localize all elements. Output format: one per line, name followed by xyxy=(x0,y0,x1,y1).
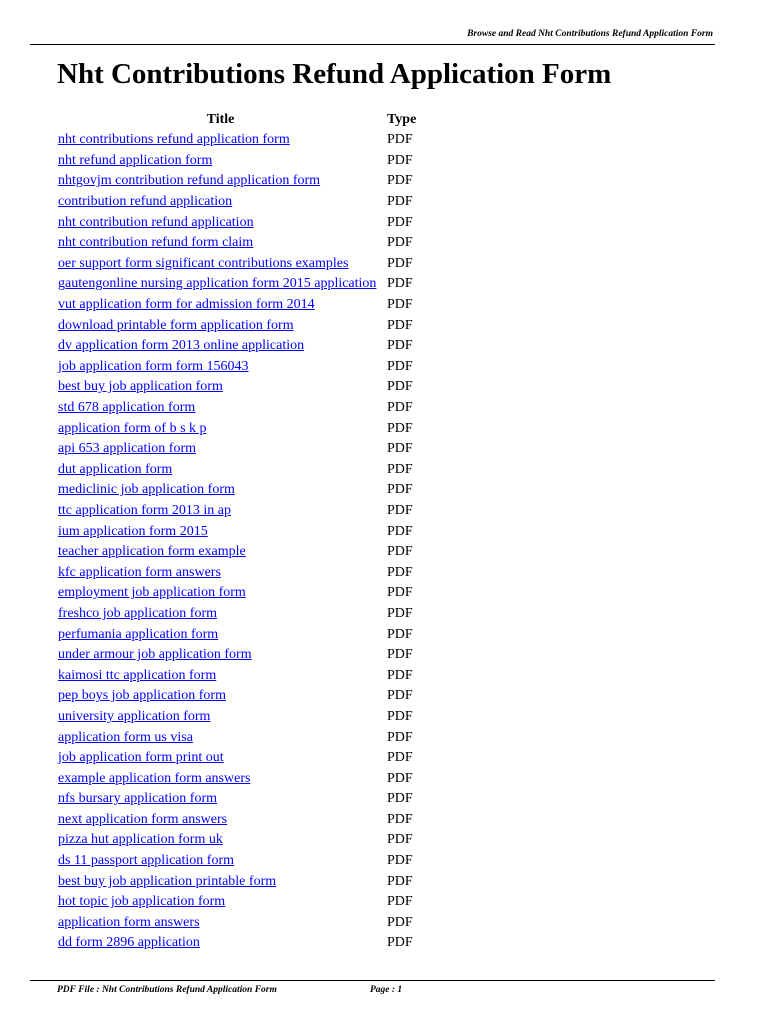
file-type-label: PDF xyxy=(387,750,413,766)
document-link[interactable]: nfs bursary application form xyxy=(58,791,218,807)
row-title-cell xyxy=(57,418,384,439)
row-title-cell xyxy=(57,562,384,583)
document-link[interactable]: dd form 2896 application xyxy=(58,935,200,951)
table-row xyxy=(57,562,416,583)
file-type-label: PDF xyxy=(387,338,413,354)
table-row xyxy=(57,274,416,295)
document-link[interactable]: best buy job application printable form xyxy=(58,873,277,889)
table-row xyxy=(57,192,416,213)
row-title-cell xyxy=(57,151,384,172)
file-type-label: PDF xyxy=(387,770,413,786)
document-link[interactable]: contribution refund application xyxy=(58,194,233,210)
file-type-label: PDF xyxy=(387,832,413,848)
file-type-label: PDF xyxy=(387,132,413,148)
file-type-label: PDF xyxy=(387,667,413,683)
file-type-label: PDF xyxy=(387,647,413,663)
file-type-label: PDF xyxy=(387,605,413,621)
document-link[interactable]: ttc application form 2013 in ap xyxy=(58,502,232,518)
document-link[interactable]: pizza hut application form uk xyxy=(58,832,223,848)
table-row xyxy=(57,336,416,357)
document-link[interactable]: freshco job application form xyxy=(58,605,218,621)
file-type-label: PDF xyxy=(387,297,413,313)
row-title-cell xyxy=(57,686,384,707)
row-title-cell xyxy=(57,768,384,789)
document-link[interactable]: job application form form 156043 xyxy=(58,358,249,374)
table-row xyxy=(57,604,416,625)
table-row xyxy=(57,830,416,851)
file-type-label: PDF xyxy=(387,400,413,416)
document-link[interactable]: kfc application form answers xyxy=(58,564,221,580)
row-title-cell xyxy=(57,171,384,192)
row-title-cell xyxy=(57,377,384,398)
table-row xyxy=(57,933,416,954)
row-title-cell xyxy=(57,480,384,501)
row-title-cell xyxy=(57,233,384,254)
row-title-cell xyxy=(57,460,384,481)
document-link[interactable]: std 678 application form xyxy=(58,400,196,416)
table-row xyxy=(57,357,416,378)
file-type-label: PDF xyxy=(387,585,413,601)
table-row xyxy=(57,233,416,254)
table-row xyxy=(57,460,416,481)
row-title-cell xyxy=(57,830,384,851)
document-link[interactable]: application form answers xyxy=(58,914,200,930)
table-row xyxy=(57,789,416,810)
file-type-label: PDF xyxy=(387,791,413,807)
file-type-label: PDF xyxy=(387,502,413,518)
document-link[interactable]: job application form print out xyxy=(58,750,224,766)
document-link[interactable]: example application form answers xyxy=(58,770,251,786)
row-title-cell xyxy=(57,398,384,419)
table-row xyxy=(57,377,416,398)
table-row xyxy=(57,707,416,728)
row-title-cell xyxy=(57,727,384,748)
table-row xyxy=(57,254,416,275)
document-link[interactable]: employment job application form xyxy=(58,585,246,601)
header-divider xyxy=(30,44,715,45)
column-header-title: Title xyxy=(206,112,235,127)
file-type-label: PDF xyxy=(387,729,413,745)
file-type-label: PDF xyxy=(387,482,413,498)
document-link[interactable]: application form of b s k p xyxy=(58,420,207,436)
table-row xyxy=(57,624,416,645)
file-type-label: PDF xyxy=(387,235,413,251)
table-row xyxy=(57,810,416,831)
file-type-label: PDF xyxy=(387,194,413,210)
document-link[interactable]: dut application form xyxy=(58,461,173,477)
row-title-cell xyxy=(57,707,384,728)
table-row xyxy=(57,892,416,913)
row-title-cell xyxy=(57,315,384,336)
file-type-label: PDF xyxy=(387,420,413,436)
row-title-cell xyxy=(57,192,384,213)
document-link[interactable]: vut application form for admission form 2014 xyxy=(58,297,315,313)
document-link[interactable]: mediclinic job application form xyxy=(58,482,235,498)
document-link[interactable]: best buy job application form xyxy=(58,379,223,395)
document-table xyxy=(57,110,416,954)
table-row xyxy=(57,151,416,172)
file-type-label: PDF xyxy=(387,461,413,477)
table-row xyxy=(57,295,416,316)
running-header: Browse and Read Nht Contributions Refund Application Form xyxy=(467,29,713,39)
table-row xyxy=(57,130,416,151)
table-row xyxy=(57,212,416,233)
document-link[interactable]: nht refund application form xyxy=(58,152,213,168)
row-title-cell xyxy=(57,254,384,275)
row-title-cell xyxy=(57,810,384,831)
row-title-cell xyxy=(57,748,384,769)
table-row xyxy=(57,871,416,892)
table-row xyxy=(57,727,416,748)
document-link[interactable]: api 653 application form xyxy=(58,441,197,457)
table-row xyxy=(57,418,416,439)
file-type-label: PDF xyxy=(387,173,413,189)
file-type-label: PDF xyxy=(387,688,413,704)
footer-divider xyxy=(30,980,715,981)
document-link[interactable]: hot topic job application form xyxy=(58,894,226,910)
file-type-label: PDF xyxy=(387,914,413,930)
document-link[interactable]: oer support form significant contributions examples xyxy=(58,255,349,271)
document-link[interactable]: nhtgovjm contribution refund application form xyxy=(58,173,321,189)
file-type-label: PDF xyxy=(387,873,413,889)
row-title-cell xyxy=(57,295,384,316)
document-link[interactable]: under armour job application form xyxy=(58,647,252,663)
document-link[interactable]: kaimosi ttc application form xyxy=(58,667,217,683)
file-type-label: PDF xyxy=(387,214,413,230)
document-link[interactable]: nht contribution refund application xyxy=(58,214,254,230)
row-title-cell xyxy=(57,645,384,666)
document-link[interactable]: next application form answers xyxy=(58,811,228,827)
table-row xyxy=(57,583,416,604)
file-type-label: PDF xyxy=(387,358,413,374)
row-title-cell xyxy=(57,624,384,645)
footer-file-label: PDF File : Nht Contributions Refund Application Form xyxy=(57,985,277,995)
table-body xyxy=(57,130,416,954)
row-title-cell xyxy=(57,357,384,378)
file-type-label: PDF xyxy=(387,379,413,395)
row-title-cell xyxy=(57,439,384,460)
file-type-label: PDF xyxy=(387,441,413,457)
file-type-label: PDF xyxy=(387,317,413,333)
file-type-label: PDF xyxy=(387,708,413,724)
footer-page-number: Page : 1 xyxy=(370,985,403,995)
row-title-cell xyxy=(57,871,384,892)
row-title-cell xyxy=(57,521,384,542)
table-row xyxy=(57,501,416,522)
table-row xyxy=(57,171,416,192)
table-row xyxy=(57,665,416,686)
row-title-cell xyxy=(57,274,384,295)
file-type-label: PDF xyxy=(387,255,413,271)
row-title-cell xyxy=(57,851,384,872)
file-type-label: PDF xyxy=(387,544,413,560)
table-row xyxy=(57,913,416,934)
table-row xyxy=(57,480,416,501)
row-title-cell xyxy=(57,665,384,686)
row-title-cell xyxy=(57,913,384,934)
row-title-cell xyxy=(57,212,384,233)
row-title-cell xyxy=(57,130,384,151)
table-header-row xyxy=(57,110,416,130)
table-row xyxy=(57,439,416,460)
document-link[interactable]: teacher application form example xyxy=(58,544,246,560)
table-row xyxy=(57,398,416,419)
document-link[interactable]: application form us visa xyxy=(58,729,193,745)
document-link[interactable]: ds 11 passport application form xyxy=(58,853,235,869)
document-link[interactable]: pep boys job application form xyxy=(58,688,226,704)
file-type-label: PDF xyxy=(387,811,413,827)
document-link[interactable]: dv application form 2013 online application xyxy=(58,338,305,354)
table-row xyxy=(57,686,416,707)
document-link[interactable]: nht contributions refund application form xyxy=(58,132,290,148)
file-type-label: PDF xyxy=(387,853,413,869)
file-type-label: PDF xyxy=(387,935,413,951)
row-title-cell xyxy=(57,892,384,913)
row-title-cell xyxy=(57,501,384,522)
file-type-label: PDF xyxy=(387,276,413,292)
file-type-label: PDF xyxy=(387,152,413,168)
page-title: Nht Contributions Refund Application Form xyxy=(57,58,612,90)
document-link[interactable]: gautengonline nursing application form 2015 application xyxy=(58,276,377,292)
file-type-label: PDF xyxy=(387,564,413,580)
row-title-cell xyxy=(57,604,384,625)
document-link[interactable]: ium application form 2015 xyxy=(58,523,208,539)
table-row xyxy=(57,768,416,789)
file-type-label: PDF xyxy=(387,894,413,910)
table-row xyxy=(57,851,416,872)
row-title-cell xyxy=(57,933,384,954)
table-row xyxy=(57,315,416,336)
table-row xyxy=(57,748,416,769)
table-row xyxy=(57,645,416,666)
row-title-cell xyxy=(57,542,384,563)
file-type-label: PDF xyxy=(387,626,413,642)
table-row xyxy=(57,542,416,563)
document-link[interactable]: university application form xyxy=(58,708,211,724)
row-title-cell xyxy=(57,789,384,810)
table-row xyxy=(57,521,416,542)
file-type-label: PDF xyxy=(387,523,413,539)
row-title-cell xyxy=(57,583,384,604)
document-link[interactable]: download printable form application form xyxy=(58,317,294,333)
column-header-type: Type xyxy=(387,112,417,127)
document-link[interactable]: nht contribution refund form claim xyxy=(58,235,254,251)
row-title-cell xyxy=(57,336,384,357)
document-link[interactable]: perfumania application form xyxy=(58,626,219,642)
